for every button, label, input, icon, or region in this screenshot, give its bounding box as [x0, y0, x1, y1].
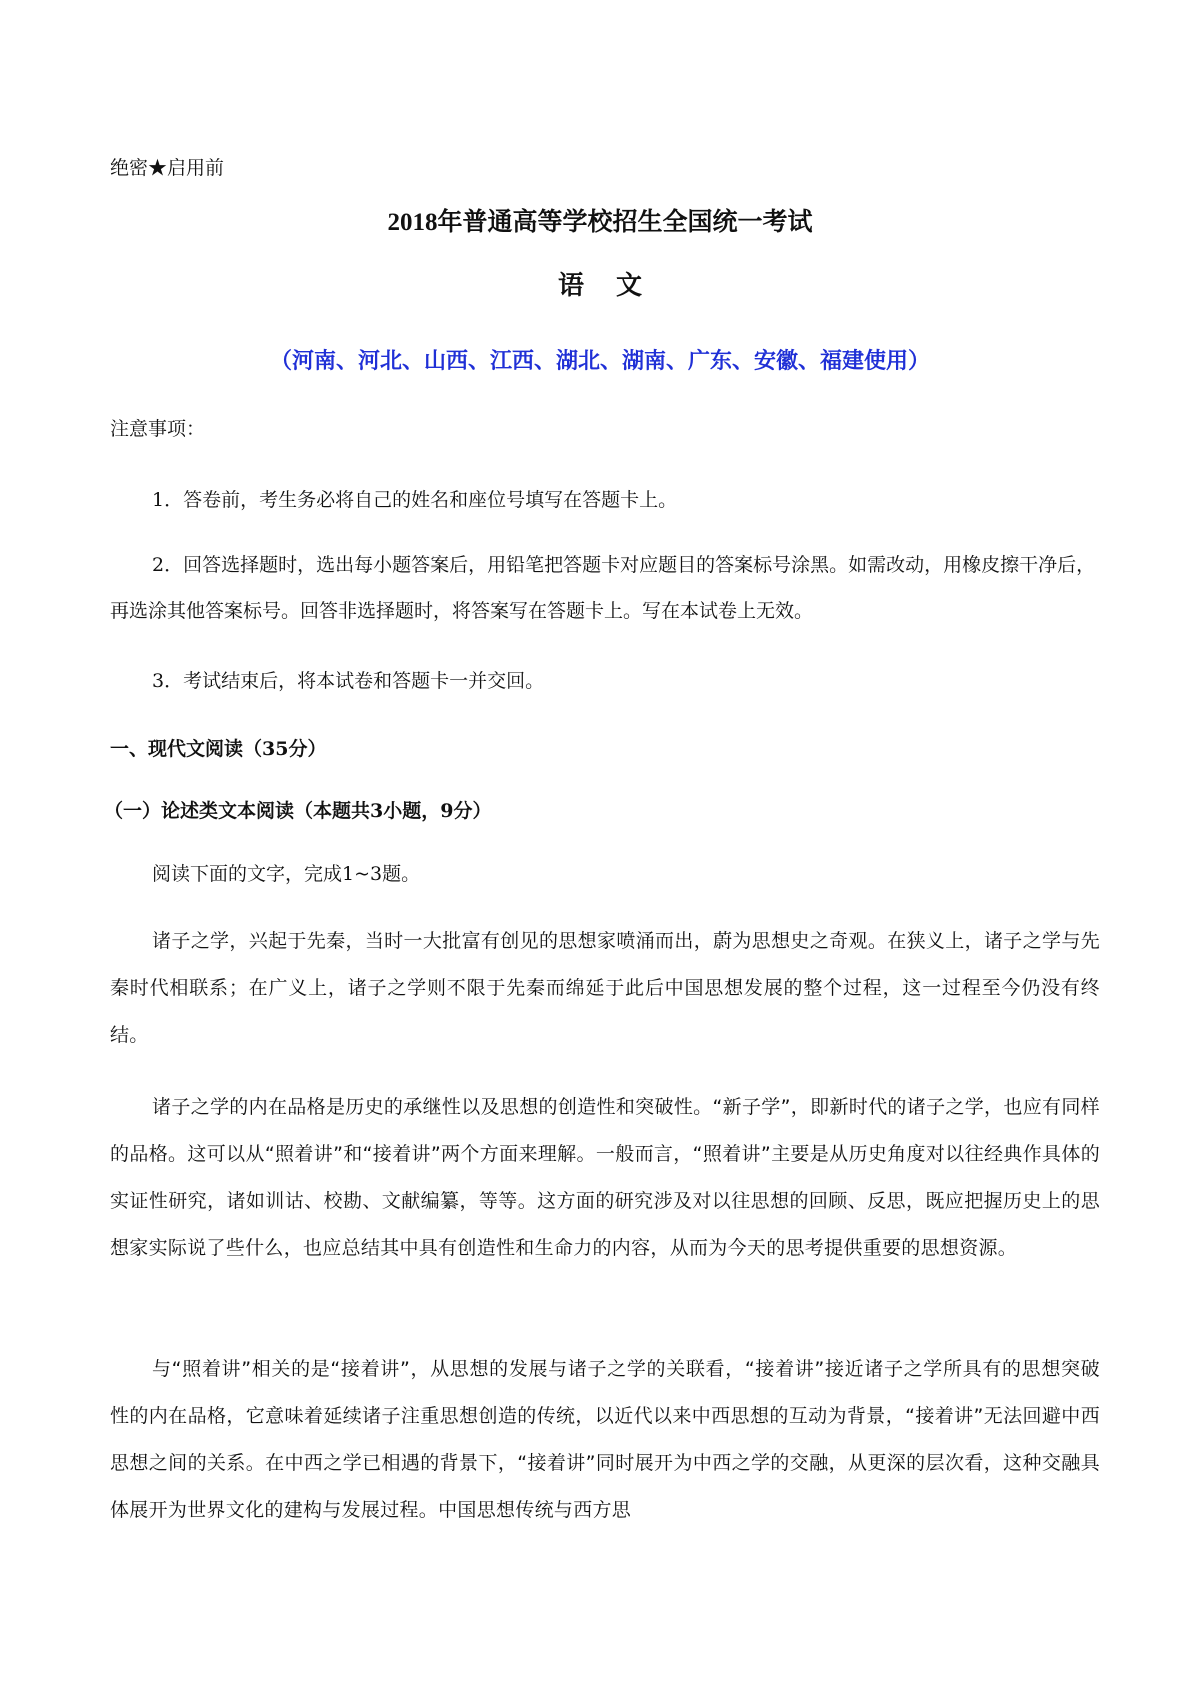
- confidential-mark: 绝密★启用前: [110, 157, 225, 179]
- subsection-heading: （一）论述类文本阅读（本题共3小题，9分）: [104, 800, 492, 822]
- reading-paragraph: 与“照着讲”相关的是“接着讲”，从思想的发展与诸子之学的关联看，“接着讲”接近诸子之学所具有的思想突破性的内在品格，它意味着延续诸子注重思想创造的传统，以近代以来中西思想的互动为背景，“接着讲”无法回避中西思想之间的关系。在中西之学已相遇的背景下，“接着讲”同时展开为中西之学的交融，从更深的层次看，这种交融具体展开为世界文化的建构与发展过程。中国思想传统与西方思: [110, 1358, 1100, 1521]
- reading-instruction: 阅读下面的文字，完成1~3题。: [152, 863, 421, 885]
- notice-item: 2．回答选择题时，选出每小题答案后，用铅笔把答题卡对应题目的答案标号涂黑。如需改动，用橡皮擦干净后，再选涂其他答案标号。回答非选择题时，将答案写在答题卡上。写在本试卷上无效。: [110, 554, 1096, 622]
- notice-item: 1．答卷前，考生务必将自己的姓名和座位号填写在答题卡上。: [152, 489, 678, 511]
- notice-heading: 注意事项：: [110, 418, 206, 440]
- exam-title: 2018年普通高等学校招生全国统一考试: [387, 209, 813, 236]
- reading-paragraph: 诸子之学的内在品格是历史的承继性以及思想的创造性和突破性。“新子学”，即新时代的诸子之学，也应有同样的品格。这可以从“照着讲”和“接着讲”两个方面来理解。一般而言，“照着讲”主要是从历史角度对以往经典作具体的实证性研究，诸如训诂、校勘、文献编纂，等等。这方面的研究涉及对以往思想的回顾、反思，既应把握历史上的思想家实际说了些什么，也应总结其中具有创造性和生命力的内容，从而为今天的思考提供重要的思想资源。: [110, 1096, 1100, 1259]
- notice-item: 3．考试结束后，将本试卷和答题卡一并交回。: [152, 670, 545, 692]
- section-heading: 一、现代文阅读（35分）: [110, 738, 327, 760]
- applicable-regions: （河南、河北、山西、江西、湖北、湖南、广东、安徽、福建使用）: [269, 348, 930, 374]
- reading-paragraph: 诸子之学，兴起于先秦，当时一大批富有创见的思想家喷涌而出，蔚为思想史之奇观。在狭义上，诸子之学与先秦时代相联系；在广义上，诸子之学则不限于先秦而绵延于此后中国思想发展的整个过程，这一过程至今仍没有终结。: [110, 930, 1100, 1046]
- subject-title: 语文: [557, 271, 674, 301]
